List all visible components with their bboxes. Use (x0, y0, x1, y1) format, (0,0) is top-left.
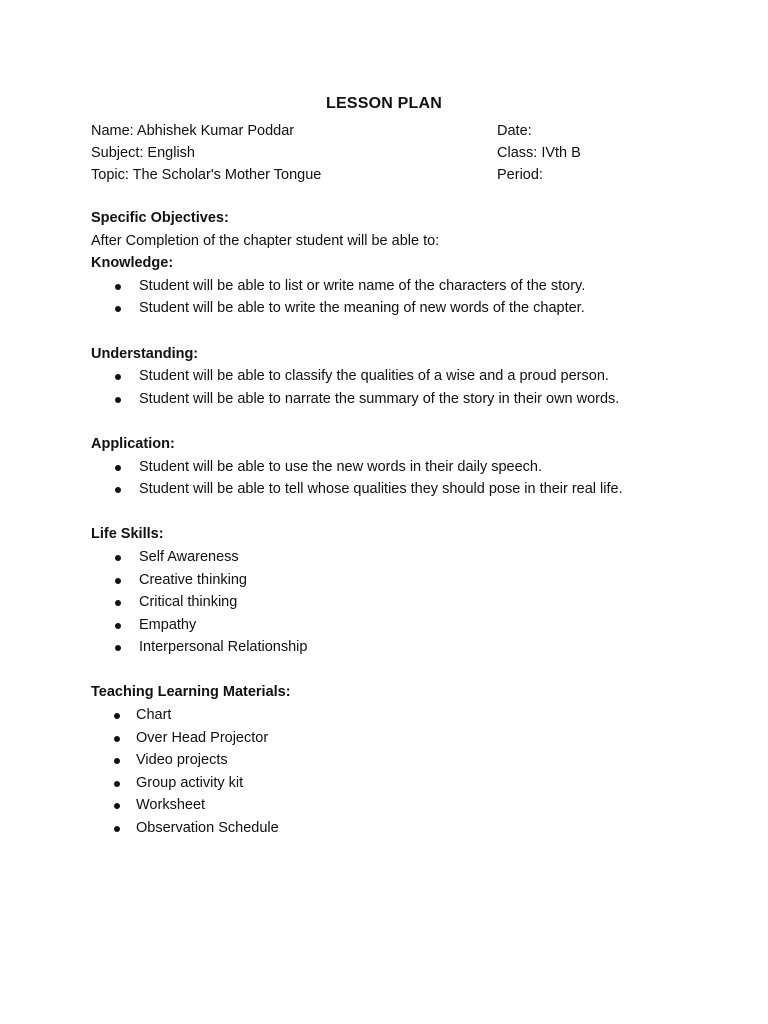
bullet-icon (114, 803, 120, 809)
list-item (91, 275, 669, 298)
teacher-name: Name: Abhishek Kumar Poddar (91, 123, 295, 139)
bullet-icon (115, 306, 121, 312)
list-item (91, 704, 666, 727)
list-item-text: Student will be able to tell whose qualities they should pose in their real life. (139, 481, 623, 498)
objectives-intro: After Completion of the chapter student will be able to: (91, 232, 440, 249)
understanding-heading: Understanding: (91, 345, 199, 362)
list-item (91, 546, 669, 569)
materials-section (91, 681, 691, 839)
list-item-text: Interpersonal Relationship (139, 639, 308, 656)
topic-field: Topic: The Scholar's Mother Tongue (91, 167, 322, 183)
bullet-icon (115, 578, 121, 584)
class-field: Class: IVth B (497, 145, 581, 161)
bullet-icon (114, 758, 120, 764)
list-item-text: Student will be able to classify the qualities of a wise and a proud person. (139, 368, 609, 385)
list-item (91, 636, 669, 659)
bullet-icon (114, 736, 120, 742)
materials-list (91, 704, 691, 840)
list-item (91, 817, 666, 840)
bullet-icon (115, 397, 121, 403)
list-item-text: Video projects (136, 752, 228, 769)
bullet-icon (115, 645, 121, 651)
list-item-text: Creative thinking (139, 571, 247, 588)
life-skills-section (91, 523, 691, 659)
bullet-icon (115, 284, 121, 290)
life-skills-list (91, 546, 691, 659)
application-section (91, 433, 691, 501)
list-item-text: Student will be able to list or write name of the characters of the story. (139, 277, 586, 294)
header-row (91, 120, 691, 142)
list-item-text: Student will be able to write the meaning of new words of the chapter. (139, 300, 585, 317)
lesson-header (91, 120, 691, 186)
knowledge-section (91, 252, 691, 320)
list-item (91, 727, 666, 750)
list-item (91, 388, 669, 411)
list-item (91, 478, 669, 501)
page-title: LESSON PLAN (326, 95, 442, 112)
list-item-text: Worksheet (136, 797, 206, 814)
list-item (91, 591, 669, 614)
list-item-text: Empathy (139, 616, 197, 633)
list-item (91, 365, 669, 388)
knowledge-heading: Knowledge: (91, 255, 174, 272)
list-item-text: Critical thinking (139, 594, 238, 611)
bullet-icon (115, 555, 121, 561)
bullet-icon (115, 600, 121, 606)
lesson-content (91, 207, 691, 840)
bullet-icon (114, 781, 120, 787)
list-item-text: Self Awareness (139, 548, 239, 565)
date-field: Date: (497, 123, 532, 139)
bullet-icon (115, 465, 121, 471)
bullet-icon (115, 487, 121, 493)
bullet-icon (115, 623, 121, 629)
list-item-text: Student will be able to use the new words in their daily speech. (139, 458, 543, 475)
list-item (91, 569, 669, 592)
list-item (91, 772, 666, 795)
list-item (91, 749, 666, 772)
life-skills-heading: Life Skills: (91, 526, 164, 543)
header-row (91, 164, 691, 186)
bullet-icon (115, 374, 121, 380)
materials-heading: Teaching Learning Materials: (91, 684, 291, 701)
list-item-text: Group activity kit (136, 774, 244, 791)
list-item-text: Student will be able to narrate the summary of the story in their own words. (139, 390, 620, 407)
period-field: Period: (497, 167, 543, 183)
application-list (91, 456, 691, 501)
list-item (91, 794, 666, 817)
knowledge-list (91, 275, 691, 320)
understanding-list (91, 365, 691, 410)
list-item-text: Observation Schedule (136, 820, 279, 837)
header-row (91, 142, 691, 164)
list-item (91, 297, 669, 320)
application-heading: Application: (91, 435, 175, 452)
list-item-text: Over Head Projector (136, 729, 269, 746)
list-item (91, 614, 669, 637)
list-item-text: Chart (136, 707, 172, 724)
list-item (91, 456, 669, 479)
subject-field: Subject: English (91, 145, 195, 161)
understanding-section (91, 343, 691, 411)
bullet-icon (114, 826, 120, 832)
bullet-icon (114, 713, 120, 719)
objectives-heading: Specific Objectives: (91, 210, 229, 226)
